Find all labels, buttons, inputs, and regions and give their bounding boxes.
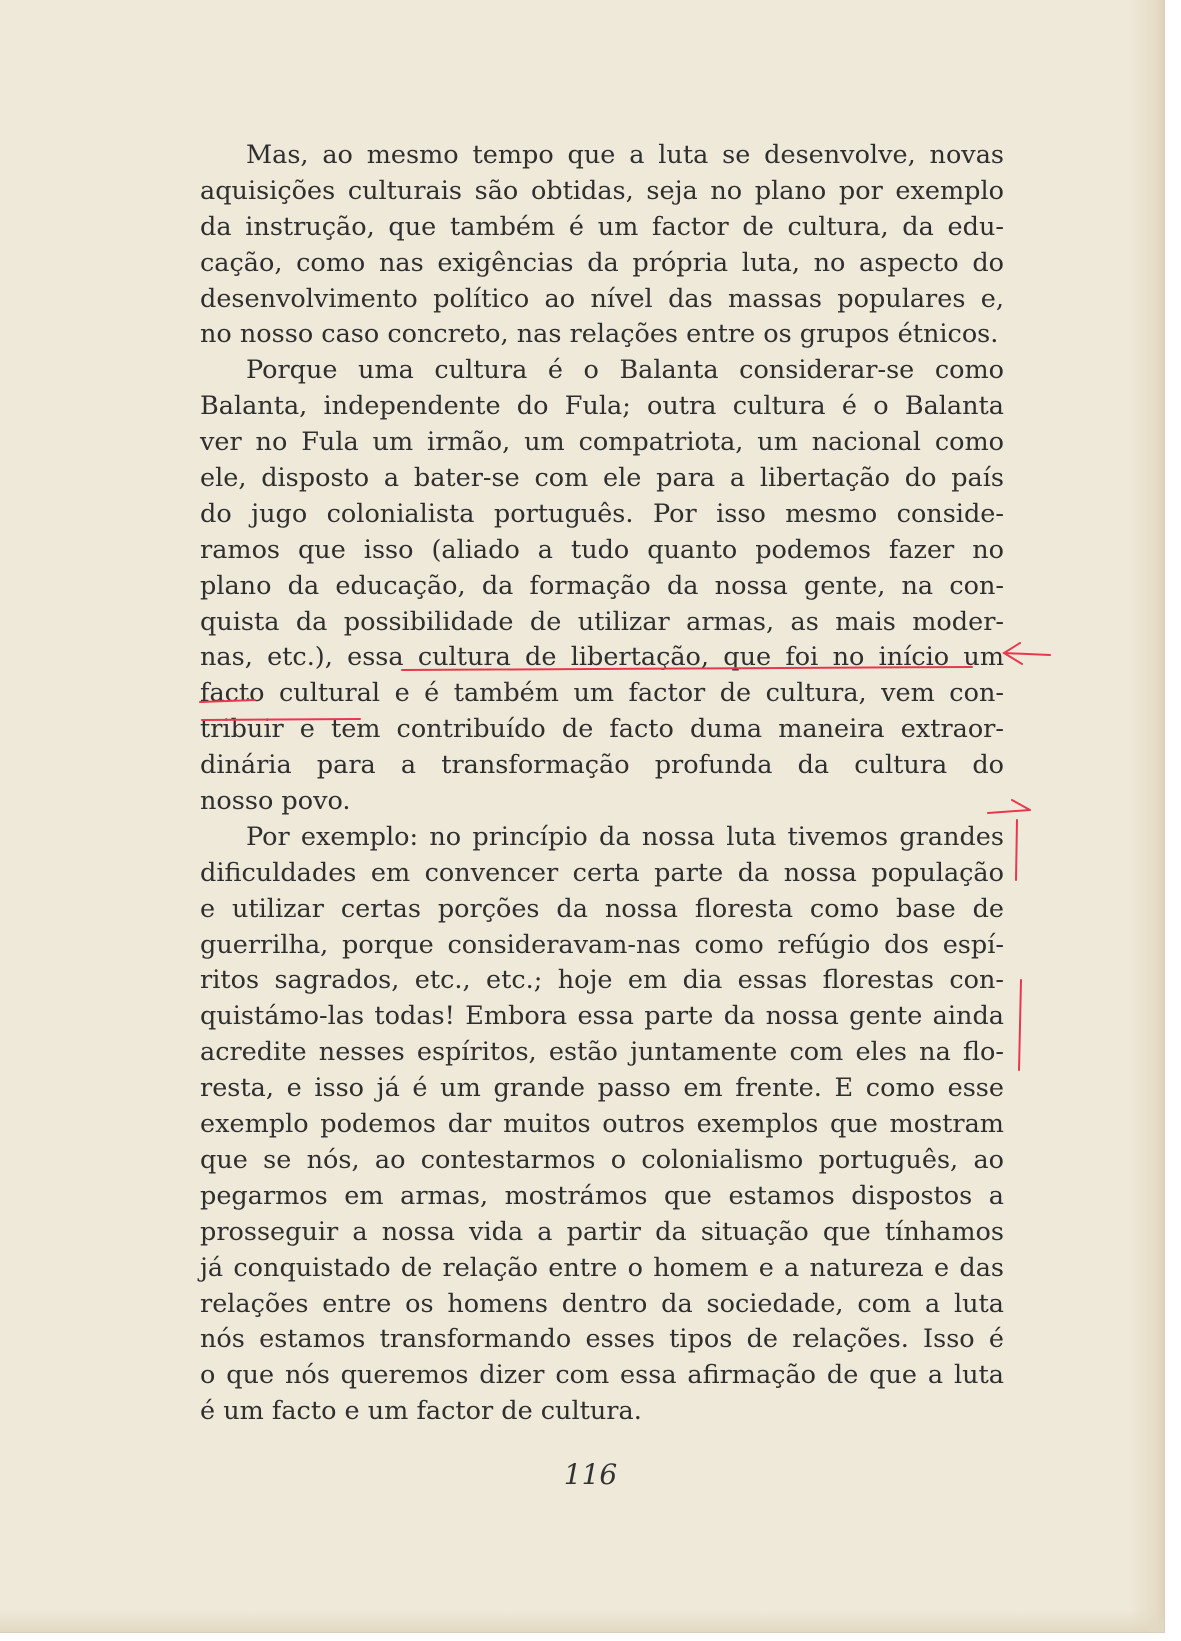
text-line: pegarmos em armas, mostrámos que estamos dispostos a	[200, 1180, 1004, 1211]
text-line: exemplo podemos dar muitos outros exemplos que mostram	[200, 1109, 1004, 1140]
text-line: dificuldades em convencer certa parte da nossa população	[200, 857, 1004, 888]
text-line: Porque uma cultura é o Balanta considerar-se como	[246, 355, 1004, 386]
text-line: ver no Fula um irmão, um compatriota, um nacional como	[200, 427, 1004, 458]
text-line: nosso povo.	[200, 786, 351, 817]
text-line: ramos que isso (aliado a tudo quanto podemos fazer no	[200, 534, 1004, 565]
page-number: 116	[563, 1458, 618, 1491]
text-line: Mas, ao mesmo tempo que a luta se desenvolve, novas	[246, 140, 1004, 170]
text-line: dinária para a transformação profunda da cultura do	[200, 750, 1004, 781]
text-line: Por exemplo: no princípio da nossa luta tivemos grandes	[246, 821, 1004, 852]
text-line: acredite nesses espíritos, estão juntamente com eles na flo-	[200, 1037, 1004, 1068]
text-line: quista da possibilidade de utilizar armas, as mais moder-	[200, 606, 1004, 637]
text-line: e utilizar certas porções da nossa floresta como base de	[200, 893, 1004, 924]
text-line: do jugo colonialista português. Por isso mesmo conside-	[200, 498, 1004, 529]
text-line: resta, e isso já é um grande passo em frente. E como esse	[200, 1073, 1004, 1104]
text-line: nas, etc.), essa cultura de libertação, que foi no início um	[200, 642, 1004, 673]
text-line: ele, disposto a bater-se com ele para a libertação do país	[200, 463, 1004, 494]
paragraph	[200, 820, 1004, 1430]
text-line: relações entre os homens dentro da sociedade, com a luta	[200, 1288, 1004, 1319]
text-line: é um facto e um factor de cultura.	[200, 1396, 642, 1427]
text-line: guerrilha, porque consideravam-nas como refúgio dos espí-	[200, 929, 1004, 960]
text-line: da instrução, que também é um factor de cultura, da edu-	[200, 211, 1004, 242]
text-line: quistámo-las todas! Embora essa parte da nossa gente ainda	[200, 1001, 1004, 1032]
text-line: no nosso caso concreto, nas relações entre os grupos étnicos.	[200, 319, 999, 350]
text-line: o que nós queremos dizer com essa afirmação de que a luta	[200, 1360, 1004, 1391]
text-line: plano da educação, da formação da nossa gente, na con-	[200, 570, 1004, 601]
paragraph	[200, 138, 1004, 353]
paper-edge-right	[1128, 0, 1165, 1632]
text-line: facto cultural e é também um factor de cultura, vem con-	[200, 678, 1004, 709]
text-line: tribuir e tem contribuído de facto duma maneira extraor-	[200, 714, 1004, 745]
paper-edge-bottom	[0, 1610, 1164, 1632]
text-line: cação, como nas exigências da própria luta, no aspecto do	[200, 247, 1004, 278]
paragraph	[200, 353, 1004, 820]
text-line: aquisições culturais são obtidas, seja no plano por exemplo	[200, 175, 1004, 206]
text-line: Balanta, independente do Fula; outra cultura é o Balanta	[200, 391, 1004, 422]
text-line: prosseguir a nossa vida a partir da situação que tínhamos	[200, 1216, 1004, 1247]
text-line: já conquistado de relação entre o homem e a natureza e das	[200, 1252, 1004, 1283]
text-line: ritos sagrados, etc., etc.; hoje em dia essas florestas con-	[200, 965, 1004, 996]
text-line: nós estamos transformando esses tipos de relações. Isso é	[200, 1324, 1004, 1355]
body-text	[200, 138, 1004, 1430]
text-line: desenvolvimento político ao nível das massas populares e,	[200, 283, 1004, 314]
text-line: que se nós, ao contestarmos o colonialismo português, ao	[200, 1144, 1004, 1175]
